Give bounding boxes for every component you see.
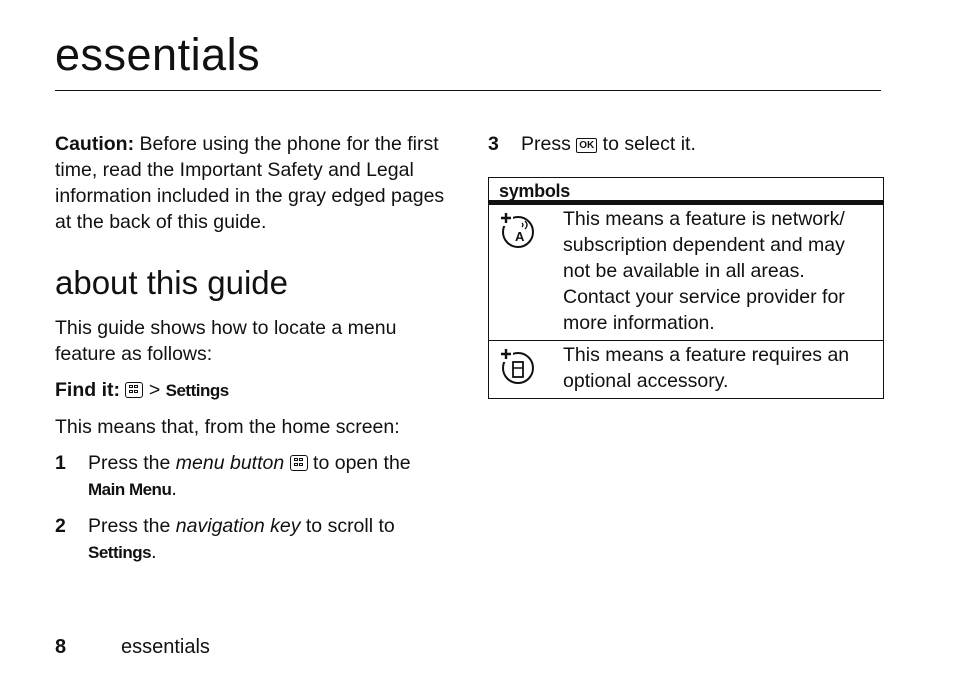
find-it-target: Settings: [165, 380, 229, 400]
means-paragraph: This means that, from the home screen:: [55, 415, 400, 438]
menu-key-icon: [125, 382, 143, 398]
step-3: [488, 131, 882, 157]
step-number: 1: [55, 451, 66, 474]
page-title: essentials: [55, 29, 261, 80]
step-text: Press the menu button to open the Main Menu.: [88, 451, 411, 500]
step-number: 2: [55, 514, 66, 537]
symbols-table: [488, 177, 884, 399]
step-number: 3: [488, 133, 499, 155]
title-divider: [55, 90, 881, 91]
right-column: [488, 131, 882, 399]
network-dependent-icon: [498, 211, 538, 251]
step-1: [55, 450, 450, 503]
caution-paragraph: [55, 131, 450, 235]
ok-key-icon: OK: [576, 138, 597, 153]
step-emphasis: navigation key: [175, 514, 301, 537]
caution-text: Before using the phone for the first time, read the Important Safety and Legal information included in the gray edged pages at the back of this guide.: [55, 133, 445, 233]
step-text: Press OK to select it.: [521, 133, 696, 155]
symbol-description: This means a feature requires an optional accessory.: [563, 344, 850, 392]
svg-text:A: A: [515, 229, 525, 244]
symbol-row: [489, 204, 883, 340]
step-text: Press the navigation key to scroll to Settings.: [88, 514, 395, 563]
intro-paragraph: This guide shows how to locate a menu feature as follows:: [55, 316, 397, 365]
section-heading: about this guide: [55, 264, 289, 301]
step-2: [55, 513, 450, 566]
step-menu-name: Settings: [88, 542, 152, 562]
accessory-required-icon: [498, 347, 538, 387]
find-it-label: Find it:: [55, 378, 120, 401]
step-menu-name: Main Menu: [88, 479, 172, 499]
symbol-description: This means a feature is network/ subscription dependent and may not be available in all areas. Contact your service provider for more information.: [563, 208, 845, 334]
find-it-line: [55, 377, 450, 404]
menu-key-icon: [290, 455, 308, 471]
symbol-row: [489, 340, 883, 398]
footer-section-label: essentials: [121, 636, 210, 658]
symbols-header: symbols: [489, 178, 883, 204]
find-it-separator: >: [143, 378, 166, 401]
caution-label: Caution:: [55, 133, 135, 155]
left-column: [55, 131, 450, 566]
page-number: 8: [55, 636, 67, 658]
step-emphasis: menu button: [175, 451, 285, 474]
